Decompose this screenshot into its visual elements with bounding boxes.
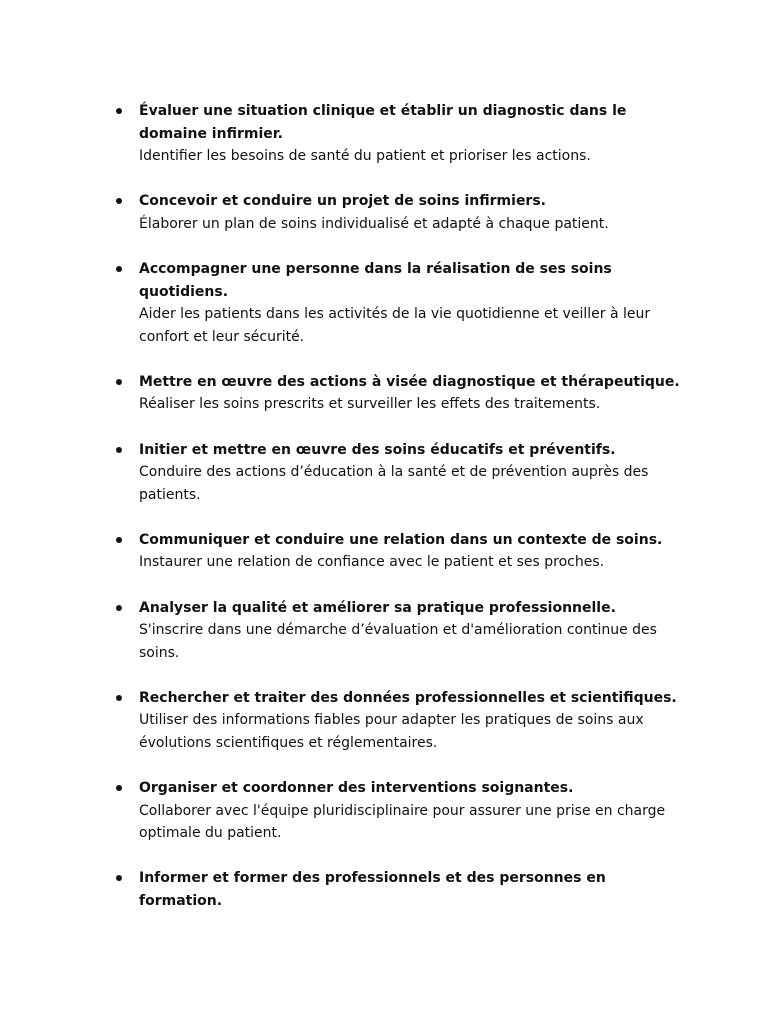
item-description: Identifier les besoins de santé du patient et prioriser les actions. xyxy=(139,148,591,165)
item-description: Utiliser des informations fiables pour adapter les pratiques de soins aux évolutions scientifiques et réglementaires. xyxy=(139,712,644,751)
bullet-icon xyxy=(116,266,122,272)
bullet-icon xyxy=(116,875,122,881)
list-item xyxy=(112,867,684,912)
item-title: Rechercher et traiter des données professionnelles et scientifiques. xyxy=(139,689,677,706)
item-title: Organiser et coordonner des interventions soignantes. xyxy=(139,780,574,797)
bullet-icon xyxy=(116,695,122,701)
bullet-icon xyxy=(116,108,122,114)
item-title: Accompagner une personne dans la réalisation de ses soins quotidiens. xyxy=(139,260,612,300)
item-description: Instaurer une relation de confiance avec le patient et ses proches. xyxy=(139,554,605,571)
item-title: Communiquer et conduire une relation dans un contexte de soins. xyxy=(139,531,663,548)
bullet-icon xyxy=(116,198,122,204)
item-description: Réaliser les soins prescrits et surveiller les effets des traitements. xyxy=(139,396,601,413)
bullet-icon xyxy=(116,785,122,791)
bullet-icon xyxy=(116,379,122,385)
list-item xyxy=(112,777,684,845)
item-description: Aider les patients dans les activités de la vie quotidienne et veiller à leur confort et leur sécurité. xyxy=(139,306,651,345)
item-title: Initier et mettre en œuvre des soins éducatifs et préventifs. xyxy=(139,441,616,458)
item-description: Conduire des actions d’éducation à la santé et de prévention auprès des patients. xyxy=(139,464,649,503)
list-item xyxy=(112,529,684,574)
item-title: Mettre en œuvre des actions à visée diagnostique et thérapeutique. xyxy=(139,373,680,390)
item-title: Informer et former des professionnels et des personnes en formation. xyxy=(139,870,606,909)
list-item xyxy=(112,371,684,416)
bullet-icon xyxy=(116,447,122,453)
competence-list xyxy=(112,100,684,913)
list-item xyxy=(112,258,684,348)
bullet-icon xyxy=(116,537,122,543)
list-item xyxy=(112,687,684,755)
list-item xyxy=(112,100,684,168)
item-title: Évaluer une situation clinique et établir un diagnostic dans le domaine infirmier. xyxy=(139,103,627,142)
bullet-icon xyxy=(116,605,122,611)
list-item xyxy=(112,439,684,507)
item-title: Concevoir et conduire un projet de soins infirmiers. xyxy=(139,193,546,210)
list-item xyxy=(112,597,684,665)
item-description: Collaborer avec l'équipe pluridisciplinaire pour assurer une prise en charge optimale du patient. xyxy=(139,802,666,842)
item-title: Analyser la qualité et améliorer sa pratique professionnelle. xyxy=(139,599,616,616)
item-description: Élaborer un plan de soins individualisé et adapté à chaque patient. xyxy=(139,215,609,232)
item-description: S'inscrire dans une démarche d’évaluation et d'amélioration continue des soins. xyxy=(139,622,657,661)
list-item xyxy=(112,190,684,235)
